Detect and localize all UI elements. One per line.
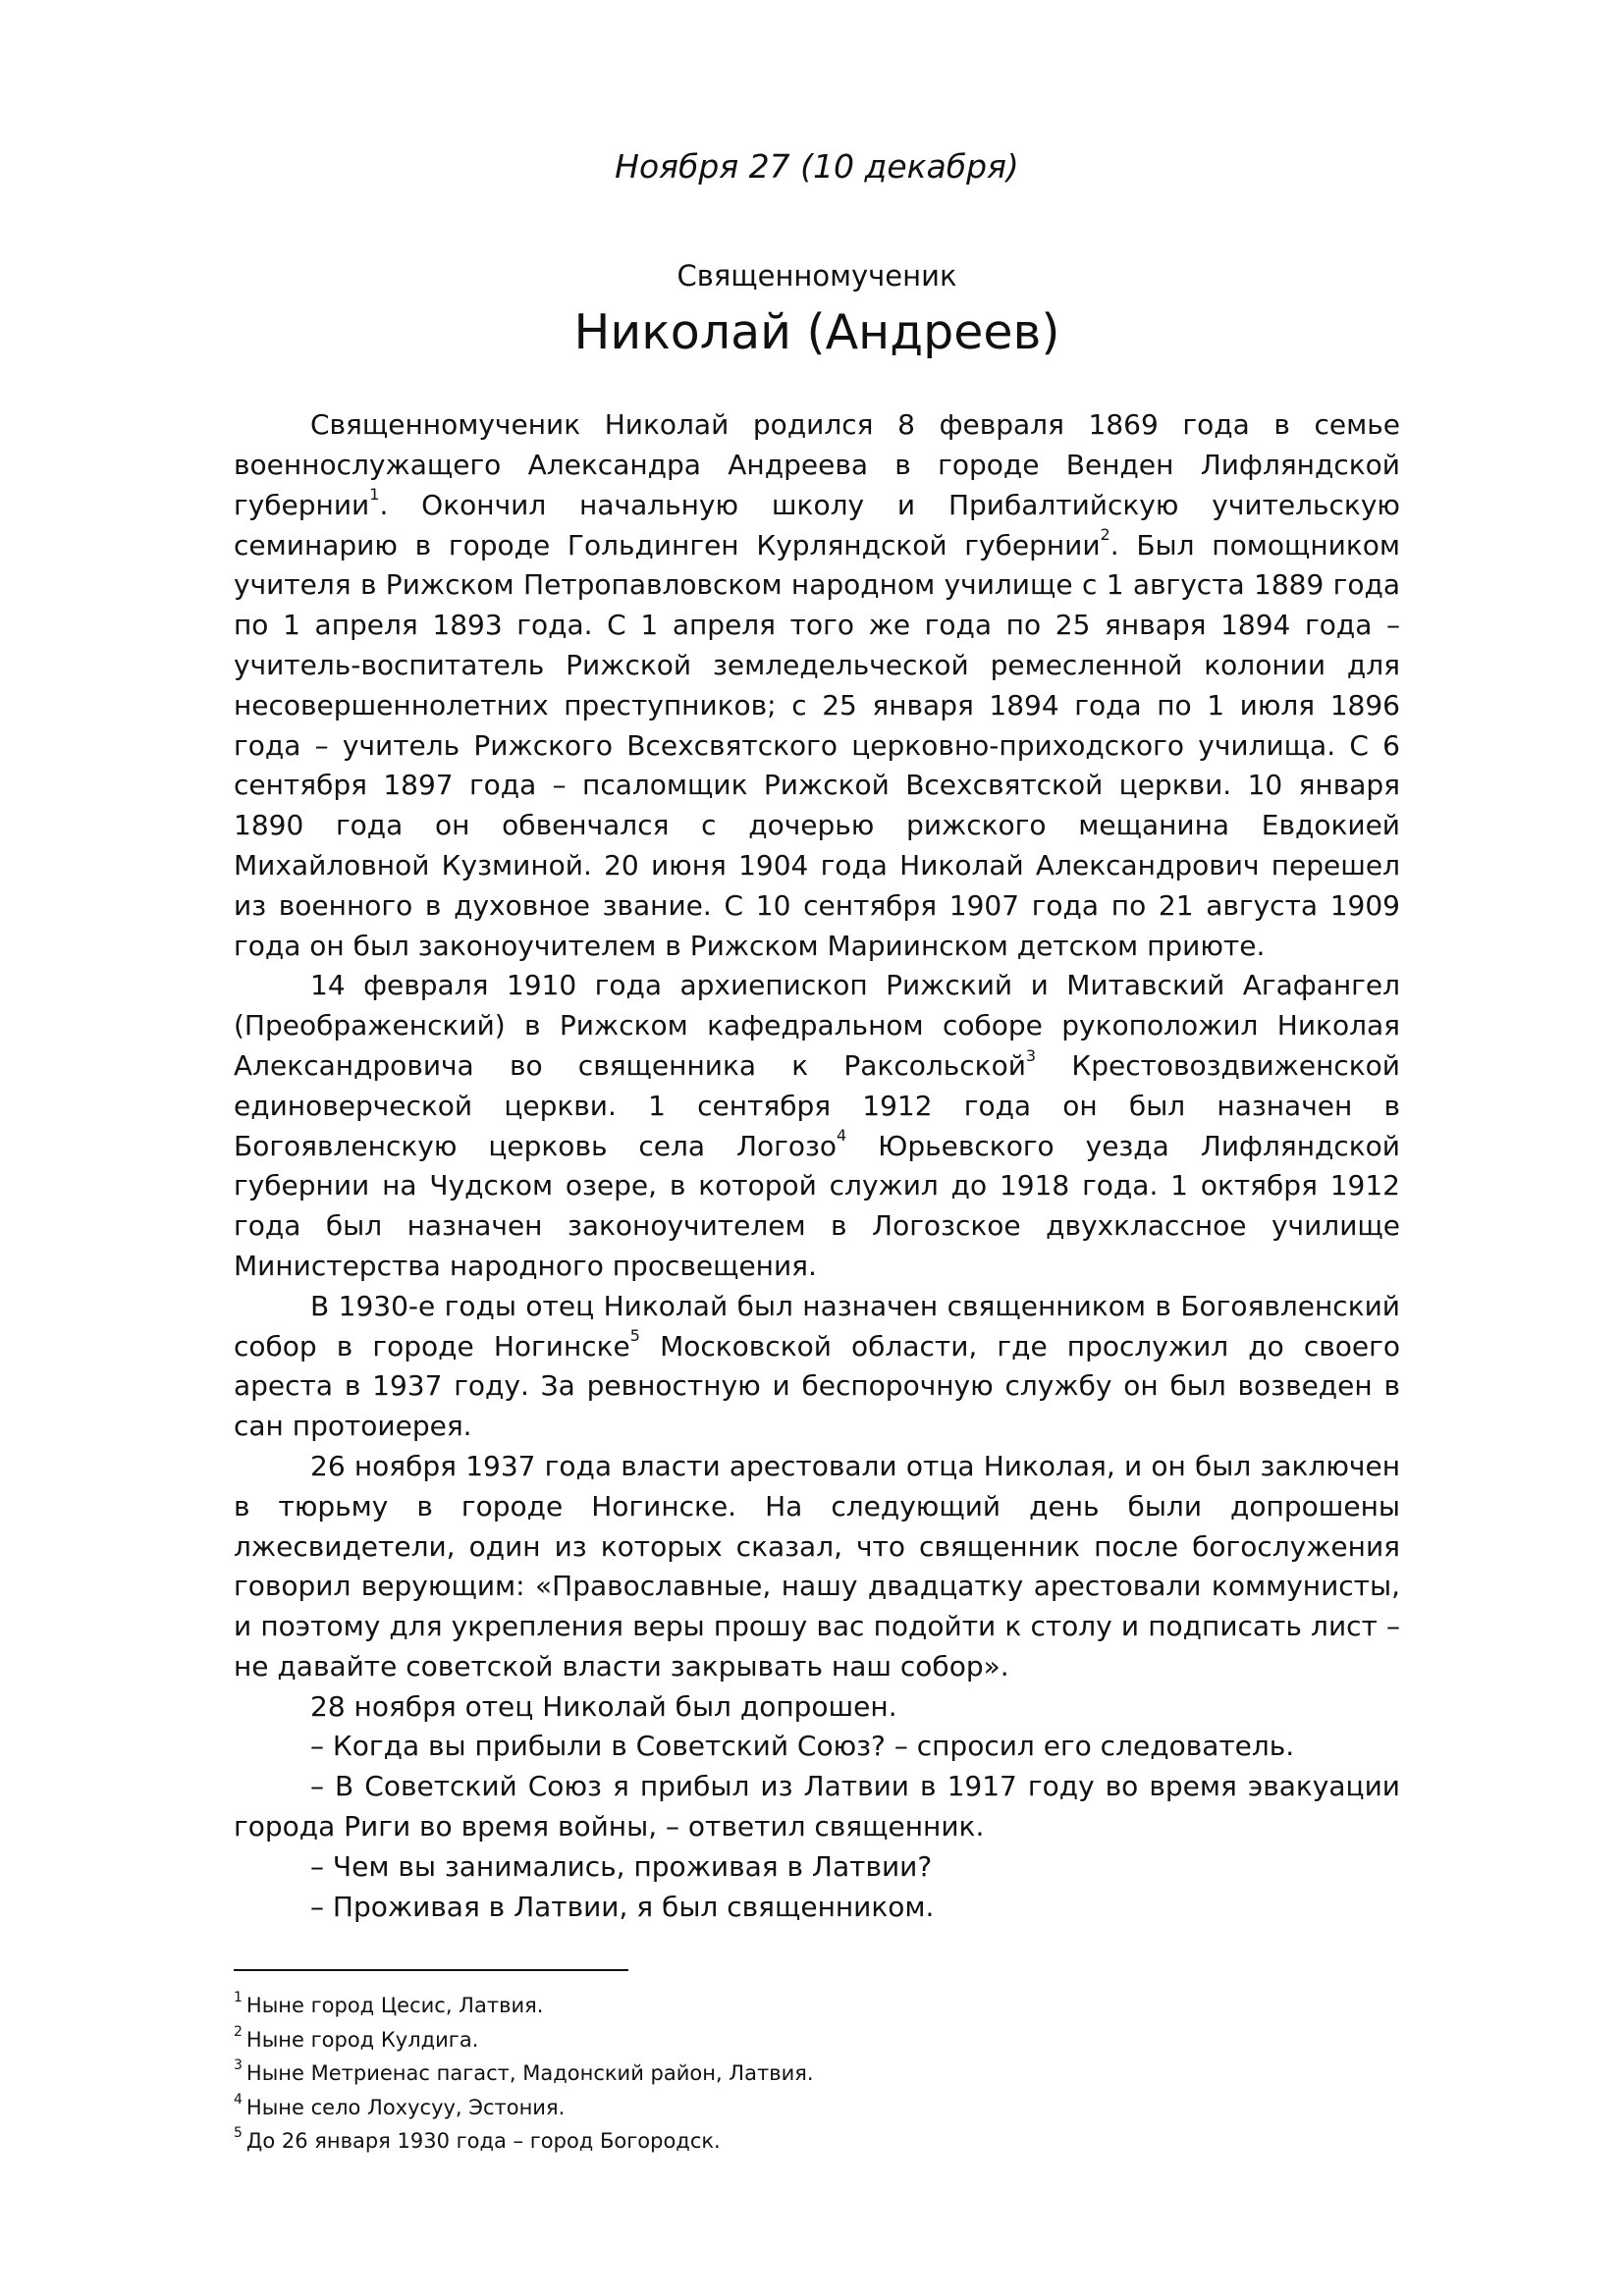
paragraph-5: 28 ноября отец Николай был допрошен. — [310, 1689, 897, 1723]
paragraph-1: Священномученик Николай родился 8 февраля 1869 года в семье военнослужащего Александра Андреева в городе Венден Лифляндской губернии$^1$. Окончил начальную школу и Прибалтийскую учительскую семинарию в городе Гольдинген Курляндской губернии$^2$. Был помощником учителя в Рижском Петропавловском народном училище с 1 августа 1889 года по 1 апреля 1893 года. С 1 апреля того же года по 25 января 1894 года – учитель-воспитатель Рижской земледельческой ремесленной колонии для несовершеннолетних преступников; с 25 января 1894 года по 1 июля 1896 года – учитель Рижского Всехсвятского церковно-приходского училища. С 6 сентября 1897 года – псаломщик Рижской Всехсвятской церкви. 10 января 1890 года он обвенчался с дочерью рижского мещанина Евдокией Михайловной Кузминой. 20 июня 1904 года Николай Александрович перешел из военного в духовное звание. С 10 сентября 1907 года по 21 августа 1909 года он был законоучителем в Рижском Мариинском детском приюте. — [234, 408, 1400, 962]
paragraph-2: 14 февраля 1910 года архиепископ Рижский и Митавский Агафангел (Преображенский) в Рижском кафедральном соборе рукоположил Николая Александровича во священника к Раксольской$^3$ Крестовоздвиженской единоверческой церкви. 1 сентября 1912 года он был назначен в Богоявленскую церковь села Логозо$^4$ Юрьевского уезда Лифляндской губернии на Чудском озере, в которой служил до 1918 года. 1 октября 1912 года был назначен законоучителем в Логозское двухклассное училище Министерства народного просвещения. — [234, 969, 1401, 1282]
saint-name: Николай (Андреев) — [573, 304, 1060, 361]
footnote-5: $^5$ До 26 января 1930 года – город Богородск. — [234, 2125, 721, 2153]
footnote-ref-5: 5 — [629, 1326, 640, 1346]
footnote-divider — [234, 1969, 628, 1971]
paragraph-3: В 1930-е годы отец Николай был назначен священником в Богоявленский собор в городе Ногинске$^5$ Московской области, где прослужил до своего ареста в 1937 году. За ревностную и беспорочную службу он был возведен в сан протоиерея. — [234, 1289, 1400, 1443]
footnote-ref-4: 4 — [837, 1126, 847, 1146]
footnote-ref-1: 1 — [369, 485, 380, 505]
feast-date: Ноября 27 (10 декабря) — [615, 147, 1019, 186]
biography-text — [234, 405, 1400, 1927]
paragraph-7: – В Советский Союз я прибыл из Латвии в 1917 году во время эвакуации города Риги во время войны, – ответил священник. — [234, 1770, 1400, 1843]
footnote-3: $^3$ Ныне Метриенас пагаст, Мадонский район, Латвия. — [234, 2057, 814, 2085]
paragraph-4: 26 ноября 1937 года власти арестовали отца Николая, и он был заключен в тюрьму в городе Ногинске. На следующий день были допрошены лжесвидетели, один из которых сказал, что священник после богослужения говорил верующим: «Православные, нашу двадцатку арестовали коммунисты, и поэтому для укрепления веры прошу вас подойти к столу и подписать лист – не давайте советской власти закрывать наш собор». — [234, 1449, 1400, 1682]
footnote-2: $^2$ Ныне город Кулдига. — [234, 2023, 479, 2052]
footnote-ref-2: 2 — [1100, 525, 1110, 545]
footnote-1: $^1$ Ныне город Цесис, Латвия. — [234, 1990, 544, 2017]
saint-rank: Священномученик — [676, 258, 957, 293]
footnote-ref-3: 3 — [1025, 1045, 1037, 1065]
paragraph-6: – Когда вы прибыли в Советский Союз? – спросил его следователь. — [310, 1730, 1295, 1763]
footnote-4: $^4$ Ныне село Лохусуу, Эстония. — [234, 2091, 566, 2119]
document-page — [234, 147, 1400, 1927]
paragraph-9: – Проживая в Латвии, я был священником. — [310, 1890, 935, 1923]
footnotes — [234, 1989, 1400, 2159]
paragraph-8: – Чем вы занимались, проживая в Латвии? — [310, 1849, 933, 1883]
